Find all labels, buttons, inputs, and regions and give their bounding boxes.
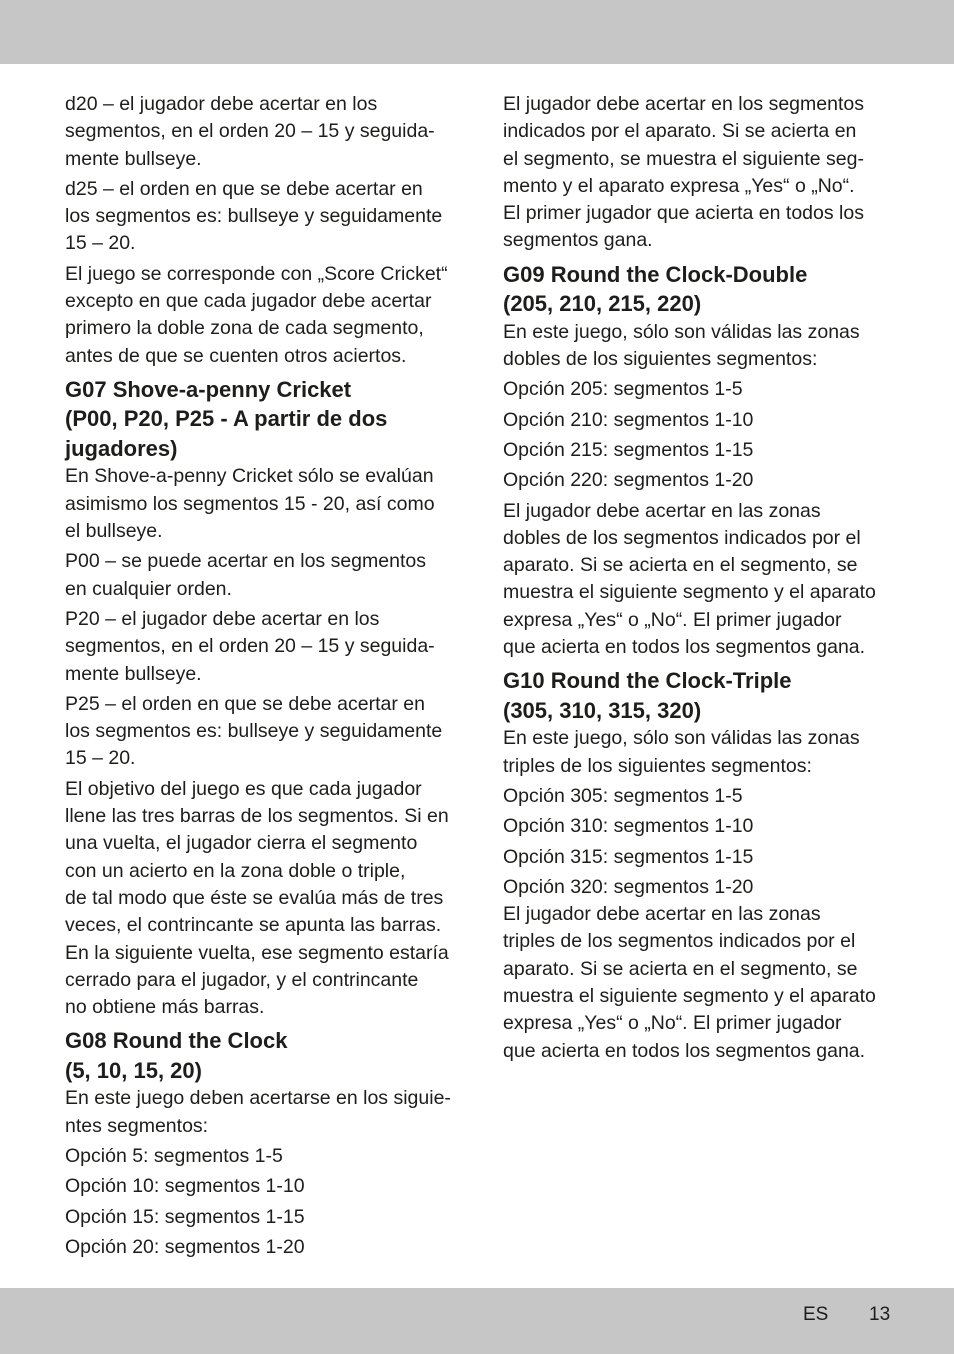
footer-language: ES (803, 1304, 829, 1325)
paragraph (65, 691, 457, 773)
section-heading (503, 260, 895, 319)
paragraph (503, 844, 895, 871)
section-heading (65, 375, 457, 464)
text-line: P20 – el jugador debe acertar en los (65, 607, 380, 630)
text-line: mente bullseye. (65, 147, 202, 170)
paragraph (503, 813, 895, 840)
paragraph (65, 606, 457, 688)
text-line: asimismo los segmentos 15 - 20, así como (65, 492, 435, 515)
paragraph (65, 1234, 457, 1261)
paragraph (65, 1085, 457, 1140)
paragraph (65, 776, 457, 1022)
paragraph (503, 437, 895, 464)
text-line: (P00, P20, P25 - A partir de dos (65, 406, 388, 432)
text-line: los segmentos es: bullseye y seguidamente (65, 205, 443, 228)
text-line: (205, 210, 215, 220) (503, 291, 702, 317)
text-line: una vuelta, el jugador cierra el segmento (65, 832, 418, 855)
section-heading (503, 666, 895, 725)
paragraph (65, 548, 457, 603)
text-line: Opción 20: segmentos 1-20 (65, 1235, 305, 1258)
text-line: no obtiene más barras. (65, 996, 265, 1019)
text-line: El objetivo del juego es que cada jugador (65, 777, 422, 800)
text-line: G07 Shove-a-penny Cricket (65, 376, 352, 402)
paragraph (503, 467, 895, 494)
text-line: En este juego deben acertarse en los siguie- (65, 1087, 451, 1110)
paragraph (65, 1204, 457, 1231)
text-line: (5, 10, 15, 20) (65, 1057, 202, 1083)
text-line: el segmento, se muestra el siguiente seg- (503, 147, 864, 170)
text-line: 15 – 20. (65, 232, 136, 255)
page-number: 13 (869, 1304, 891, 1325)
text-line: P00 – se puede acertar en los segmentos (65, 550, 426, 573)
paragraph (65, 463, 457, 545)
text-line: muestra el siguiente segmento y el aparato (503, 581, 876, 604)
text-line: muestra el siguiente segmento y el aparato (503, 985, 876, 1008)
paragraph (65, 176, 457, 258)
right-column (503, 91, 895, 1068)
text-line: que acierta en todos los segmentos gana. (503, 1039, 866, 1062)
text-line: En la siguiente vuelta, ese segmento estaría (65, 941, 449, 964)
text-line: Opción 320: segmentos 1-20 (503, 875, 754, 898)
section-heading (65, 1026, 457, 1085)
text-line: El juego se corresponde con „Score Cricket“ (65, 262, 448, 285)
text-line: Opción 305: segmentos 1-5 (503, 784, 743, 807)
text-line: el bullseye. (65, 520, 163, 543)
paragraph (503, 498, 895, 662)
text-line: veces, el contrincante se apunta las barras. (65, 914, 442, 937)
text-line: que acierta en todos los segmentos gana. (503, 636, 866, 659)
paragraph (503, 725, 895, 780)
left-column (65, 91, 457, 1264)
text-line: triples de los siguientes segmentos: (503, 754, 812, 777)
text-line: (305, 310, 315, 320) (503, 697, 702, 723)
text-line: expresa „Yes“ o „No“. El primer jugador (503, 608, 842, 631)
text-line: de tal modo que éste se evalúa más de tres (65, 886, 444, 909)
text-line: mente bullseye. (65, 662, 202, 685)
text-line: expresa „Yes“ o „No“. El primer jugador (503, 1012, 842, 1035)
text-line: d25 – el orden en que se debe acertar en (65, 177, 423, 200)
paragraph (503, 91, 895, 255)
text-line: segmentos gana. (503, 229, 653, 252)
header-bar (0, 0, 954, 64)
text-line: mento y el aparato expresa „Yes“ o „No“. (503, 174, 855, 197)
text-line: G08 Round the Clock (65, 1028, 288, 1054)
text-line: dobles de los siguientes segmentos: (503, 348, 818, 371)
paragraph (503, 407, 895, 434)
text-line: aparato. Si se acierta en el segmento, se (503, 554, 858, 577)
text-line: G10 Round the Clock-Triple (503, 668, 792, 694)
text-line: aparato. Si se acierta en el segmento, se (503, 957, 858, 980)
text-line: dobles de los segmentos indicados por el (503, 526, 861, 549)
text-line: En este juego, sólo son válidas las zonas (503, 320, 860, 343)
text-line: antes de que se cuenten otros aciertos. (65, 344, 407, 367)
text-line: jugadores) (65, 435, 178, 461)
paragraph (503, 874, 895, 1065)
text-line: con un acierto en la zona doble o triple, (65, 859, 406, 882)
paragraph (503, 783, 895, 810)
text-line: segmentos, en el orden 20 – 15 y seguida- (65, 635, 435, 658)
paragraph (503, 319, 895, 374)
text-line: excepto en que cada jugador debe acertar (65, 290, 432, 313)
text-line: El jugador debe acertar en las zonas (503, 499, 821, 522)
paragraph (65, 91, 457, 173)
text-line: Opción 310: segmentos 1-10 (503, 815, 754, 838)
text-line: Opción 10: segmentos 1-10 (65, 1175, 305, 1198)
text-line: Opción 205: segmentos 1-5 (503, 378, 743, 401)
paragraph (65, 261, 457, 370)
text-line: En Shove-a-penny Cricket sólo se evalúan (65, 465, 434, 488)
text-line: en cualquier orden. (65, 577, 232, 600)
text-line: segmentos, en el orden 20 – 15 y seguida- (65, 120, 435, 143)
text-line: El primer jugador que acierta en todos los (503, 202, 864, 225)
paragraph (65, 1173, 457, 1200)
text-line: llene las tres barras de los segmentos. Si en (65, 805, 449, 828)
text-line: Opción 5: segmentos 1-5 (65, 1145, 283, 1167)
text-line: En este juego, sólo son válidas las zonas (503, 727, 860, 750)
text-line: primero la doble zona de cada segmento, (65, 317, 424, 340)
text-line: El jugador debe acertar en los segmentos (503, 93, 864, 115)
text-line: Opción 210: segmentos 1-10 (503, 408, 754, 431)
text-line: El jugador debe acertar en las zonas (503, 903, 821, 926)
text-line: triples de los segmentos indicados por el (503, 930, 856, 953)
text-line: d20 – el jugador debe acertar en los (65, 93, 378, 115)
text-line: ntes segmentos: (65, 1114, 209, 1137)
text-line: cerrado para el jugador, y el contrincante (65, 968, 419, 991)
text-line: Opción 15: segmentos 1-15 (65, 1205, 305, 1228)
text-line: P25 – el orden en que se debe acertar en (65, 692, 425, 715)
text-line: Opción 315: segmentos 1-15 (503, 845, 754, 868)
text-line: los segmentos es: bullseye y seguidamente (65, 720, 443, 743)
text-line: indicados por el aparato. Si se acierta en (503, 120, 857, 143)
paragraph (503, 376, 895, 403)
paragraph (65, 1143, 457, 1170)
text-line: 15 – 20. (65, 747, 136, 770)
text-line: Opción 220: segmentos 1-20 (503, 469, 754, 492)
text-line: Opción 215: segmentos 1-15 (503, 438, 754, 461)
text-line: G09 Round the Clock-Double (503, 261, 808, 287)
